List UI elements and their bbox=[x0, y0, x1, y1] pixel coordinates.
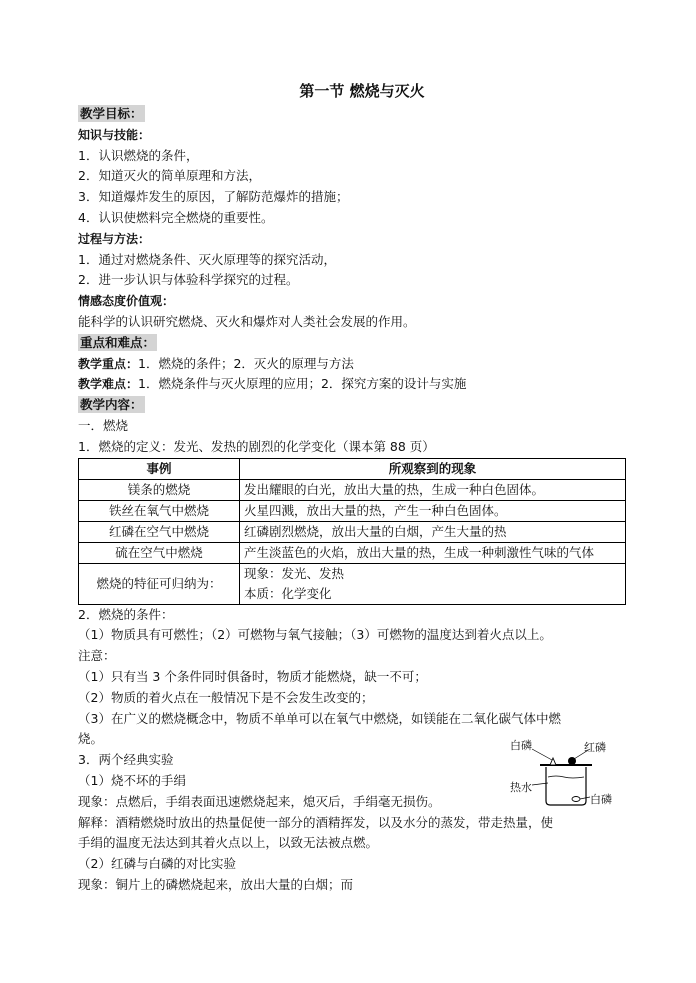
experiments-heading: 3．两个经典实验 bbox=[78, 752, 174, 768]
table-row bbox=[79, 542, 626, 563]
process-item: 1．通过对燃烧条件、灭火原理等的探究活动， bbox=[78, 251, 336, 267]
process-heading: 过程与方法： bbox=[78, 231, 151, 246]
knowledge-item: 2．知道灭火的简单原理和方法， bbox=[78, 168, 261, 184]
note-item: 烧。 bbox=[78, 731, 104, 747]
observation-table bbox=[78, 458, 626, 605]
table-row bbox=[79, 500, 626, 521]
experiment-title: （2）红磷与白磷的对比实验 bbox=[78, 856, 236, 872]
knowledge-heading: 知识与技能： bbox=[78, 127, 151, 142]
table-row bbox=[79, 521, 626, 542]
knowledge-item: 3．知道爆炸发生的原因，了解防范爆炸的措施； bbox=[78, 189, 349, 205]
table-cell bbox=[240, 563, 626, 604]
table-row bbox=[79, 563, 626, 604]
conditions-heading: 2．燃烧的条件： bbox=[78, 606, 174, 622]
phosphorus-experiment-diagram bbox=[510, 735, 620, 807]
table-cell: 产生淡蓝色的火焰，放出大量的热，生成一种刺激性气味的气体 bbox=[240, 542, 626, 563]
teaching-goals-heading: 教学目标： bbox=[80, 106, 143, 121]
diagram-label-hot-water: 热水 bbox=[510, 781, 532, 794]
experiment-title: （1）烧不坏的手绢 bbox=[78, 772, 186, 788]
note-item: （3）在广义的燃烧概念中，物质不单单可以在氧气中燃烧，如镁能在二氧化碳气体中燃 bbox=[78, 710, 561, 726]
page-title: 第一节 燃烧与灭火 bbox=[299, 82, 425, 100]
diagram-label-red-phosphorus: 红磷 bbox=[584, 741, 606, 754]
difficulty-text: 1．燃烧条件与灭火原理的应用；2．探究方案的设计与实施 bbox=[138, 376, 467, 392]
table-header: 所观察到的现象 bbox=[240, 458, 626, 479]
table-cell: 红磷剧烈燃烧，放出大量的白烟，产生大量的热 bbox=[240, 521, 626, 542]
diagram-label-white-phosphorus-water: 白磷 bbox=[590, 793, 612, 806]
emotion-heading: 情感态度价值观： bbox=[78, 294, 175, 309]
experiment-phenomenon: 现象：铜片上的磷燃烧起来，放出大量的白烟；而 bbox=[78, 876, 354, 892]
table-cell: 燃烧的特征可归纳为： bbox=[79, 563, 240, 604]
feature-line: 本质：化学变化 bbox=[244, 585, 332, 601]
conditions-text: （1）物质具有可燃性；（2）可燃物与氧气接触；（3）可燃物的温度达到着火点以上。 bbox=[78, 627, 552, 643]
key-point-label: 教学重点： bbox=[78, 356, 139, 371]
table-cell: 硫在空气中燃烧 bbox=[79, 542, 240, 563]
table-cell: 铁丝在氧气中燃烧 bbox=[79, 500, 240, 521]
table-row bbox=[79, 479, 626, 500]
difficulty-label: 教学难点： bbox=[78, 377, 139, 392]
experiment-explanation: 解释：酒精燃烧时放出的热量促使一部分的酒精挥发，以及水分的蒸发，带走热量，使 bbox=[78, 814, 554, 830]
table-cell: 红磷在空气中燃烧 bbox=[79, 521, 240, 542]
feature-line: 现象：发光、发热 bbox=[244, 565, 345, 581]
definition-text: 1．燃烧的定义：发光、发热的剧烈的化学变化（课本第 88 页） bbox=[78, 438, 435, 454]
key-point-text: 1．燃烧的条件；2．灭火的原理与方法 bbox=[138, 355, 354, 371]
experiment-explanation: 手绢的温度无法达到其着火点以上，以致无法被点燃。 bbox=[78, 835, 379, 851]
table-cell: 发出耀眼的白光，放出大量的热，生成一种白色固体。 bbox=[240, 479, 626, 500]
table-cell: 镁条的燃烧 bbox=[79, 479, 240, 500]
table-cell: 火星四溅，放出大量的热，产生一种白色固体。 bbox=[240, 500, 626, 521]
experiment-phenomenon: 现象：点燃后，手绢表面迅速燃烧起来，熄灭后，手绢毫无损伤。 bbox=[78, 793, 441, 809]
diagram-label-white-phosphorus: 白磷 bbox=[510, 739, 532, 752]
key-heading: 重点和难点： bbox=[80, 334, 156, 350]
note-item: （1）只有当 3 个条件同时俱备时，物质才能燃烧，缺一不可； bbox=[78, 668, 427, 684]
section-heading: 一．燃烧 bbox=[78, 417, 129, 433]
table-header: 事例 bbox=[79, 458, 240, 479]
table-header-row bbox=[79, 458, 626, 479]
knowledge-item: 4．认识使燃料完全燃烧的重要性。 bbox=[78, 209, 274, 225]
knowledge-item: 1．认识燃烧的条件， bbox=[78, 147, 199, 163]
content-heading: 教学内容： bbox=[80, 397, 143, 413]
note-item: （2）物质的着火点在一般情况下是不会发生改变的； bbox=[78, 689, 374, 705]
process-item: 2．进一步认识与体验科学探究的过程。 bbox=[78, 272, 299, 288]
emotion-text: 能科学的认识研究燃烧、灭火和爆炸对人类社会发展的作用。 bbox=[78, 313, 416, 329]
note-heading: 注意： bbox=[78, 648, 116, 664]
